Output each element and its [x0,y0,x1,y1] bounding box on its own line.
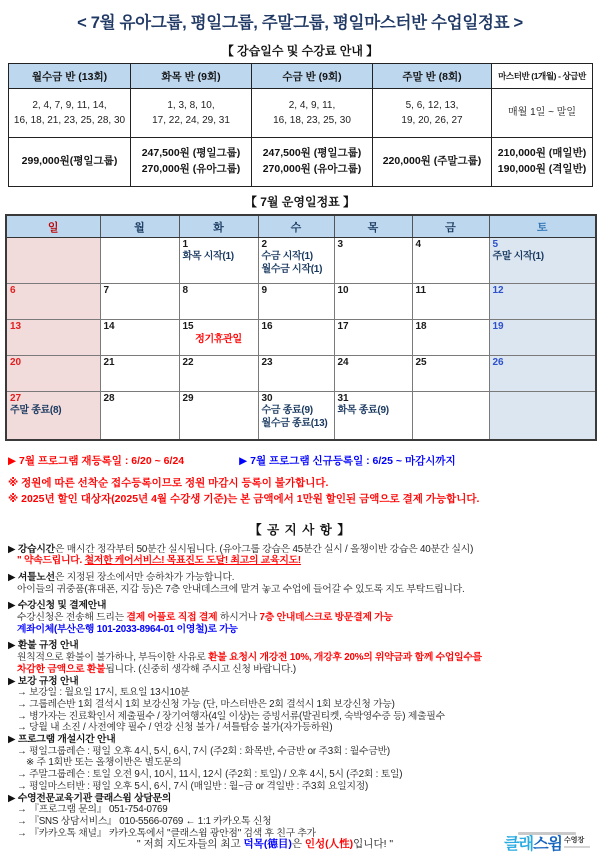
notice-line [0,769,600,781]
fee-dates-line: 2, 4, 7, 9, 11, 14, [32,99,107,111]
notice-line-segment: 철저한 케어서비스! 목표진도 도달! 최고의 교육지도! [84,555,301,567]
calendar-day-cell [412,356,489,392]
fee-dates-line: 5, 6, 12, 13, [405,99,459,111]
weekday-header-2: 화 [179,215,258,238]
notice-line [0,687,600,699]
calendar-body [6,238,596,440]
fee-column-header: 주말 반 (8회) [373,64,492,89]
fee-price-line: 210,000원 (매일반) [497,147,587,160]
notice-line [0,722,600,734]
calendar-day-cell [412,284,489,320]
calendar-day-cell [334,320,412,356]
calendar-day-cell [179,320,258,356]
calendar-day-cell [179,238,258,284]
notice-line-segment: 결제 어플로 직접 결제 [126,612,218,624]
notice-line-segment: → 『카카오톡 채널』 카카오톡에서 "클래스윔 광안점" 검색 후 친구 추가 [17,827,316,839]
calendar-week-row [6,238,596,284]
calendar-day-cell [489,320,596,356]
schedule-document [0,9,600,860]
notice-line [0,600,600,612]
registration-row [8,453,600,468]
day-number: 25 [415,357,427,368]
day-number: 9 [261,285,268,296]
fee-dates-line: 17, 22, 24, 29, 31 [152,115,230,126]
notice-line-segment: → 『프로그램 문의』 051-754-0769 [17,804,168,816]
calendar-day-cell [6,284,100,320]
fee-dates-cell [492,89,593,138]
notice-line [0,652,600,664]
day-number: 15 [182,321,194,332]
notice-line-segment: 됩니다. (신중히 생각해 주시고 신청 바랍니다.) [105,663,296,675]
notice-line [0,555,600,567]
calendar-week-row [6,284,596,320]
fee-price-cell [9,138,131,187]
calendar-day-cell [179,392,258,440]
notice-line-segment: 은 매시간 정각부터 50분간 실시됩니다. (유아그룹 강습은 45분간 실시 / 올챙이반 강습은 40분간 실시) [54,543,474,555]
motto-quote-segment: 덕목(德目) [243,838,292,850]
day-number: 24 [337,357,349,368]
calendar-day-cell [412,392,489,440]
day-number: 17 [337,321,349,332]
notice-line-segment: 차감한 금액으로 환불 [17,663,106,675]
notice-line-segment: ▶ 보강 규정 안내 [8,675,79,687]
new-registration-date: ▶ 7월 프로그램 신규등록일 : 6/25 ~ 마감시까지 [239,454,456,467]
notice-line-segment: → 병가자는 진료확인서 제출필수 / 장기여행자(4일 이상)는 증빙서류(발권티켓, 숙박영수증 등) 제출필수 [17,710,445,722]
notice-line [0,816,600,828]
fee-price-line: 299,000원(평일그룹) [21,155,118,168]
day-number: 7 [103,285,110,296]
notice-line [0,624,600,636]
day-number: 12 [492,285,504,296]
calendar-day-cell [489,284,596,320]
logo-tagline-bar [518,832,576,835]
logo-side-bar [564,846,590,848]
fee-dates-cell [131,89,252,138]
fee-price-line: 247,500원 (평일그룹) [262,147,362,160]
notice-line-segment: 7층 안내데스크로 방문결제 가능 [259,612,393,624]
calendar-day-cell [334,238,412,284]
notice-line [0,734,600,746]
fee-price-line: 190,000원 (격일반) [497,163,587,175]
calendar-day-cell [489,356,596,392]
calendar-day-cell [258,284,334,320]
notice-line-segment: ▶ [8,543,18,555]
notice-section-heading: 【 공 지 사 항 】 [249,522,351,537]
weekday-header-4: 목 [334,215,412,238]
calendar-day-cell [334,356,412,392]
day-number: 31 [337,393,349,404]
calendar-day-cell [334,392,412,440]
calendar-table [5,214,597,441]
fee-section-heading: 【 강습일수 및 수강료 안내 】 [221,44,379,58]
notice-line-segment: " 약속드립니다. [17,555,85,567]
calendar-day-cell [489,238,596,284]
fee-price-cell [373,138,492,187]
notice-line-segment: 은 지정된 장소에서만 승하차가 가능합니다. [54,571,235,583]
notice-line-segment: 아이들의 귀중품(휴대폰, 지갑 등)은 7층 안내데스크에 맡겨 놓고 수업에 들어갈 수 있도록 지도 부탁드립니다. [17,583,465,595]
notice-line [0,664,600,676]
notice-line-segment: → 그룹레슨반 1회 결석시 1회 보강신청 가능 (단, 마스터반은 2회 결석시 1회 보강신청 가능) [17,698,395,710]
fee-column-header: 화목 반 (9회) [131,64,252,89]
fee-table-body [9,64,593,187]
notice-line [0,781,600,793]
day-event: 주말 시작(1) [492,251,544,262]
notice-line-segment: ▶ 수강신청 및 결제안내 [8,600,107,612]
day-number: 5 [492,239,499,250]
day-number: 1 [182,239,189,250]
notice-line [0,640,600,652]
fee-dates-cell [252,89,373,138]
day-number: 8 [182,285,189,296]
weekday-header-5: 금 [412,215,489,238]
notice-line-segment: 계좌이체(부산은행 101-2033-8964-01 이영철)로 가능 [17,623,238,635]
calendar-day-cell [412,238,489,284]
day-event: 정기휴관일 [195,334,242,345]
notice-line-segment: → 평일마스터반 : 평일 오후 5시, 6시, 7시 (매일반 : 월~금 or 격일반 : 주3회 요일지정) [17,780,369,792]
calendar-day-cell [100,320,179,356]
notice-line-segment: → 보강일 : 월요일 17시, 토요일 13시10분 [17,687,190,699]
motto-quote-segment: 인성(人性) [304,838,354,850]
day-number: 27 [10,393,22,404]
footer [0,836,600,851]
day-event: 화목 종료(9) [337,405,389,416]
notice-line-segment: ※ 주 1회반 또는 올챙이반은 별도문의 [26,757,182,769]
notice-line [0,711,600,723]
fee-dates-line: 1, 3, 8, 10, [167,99,215,111]
fee-dates-row [9,89,593,138]
page-title: < 7월 유아그룹, 평일그룹, 주말그룹, 평일마스터반 수업일정표 > [77,14,523,32]
logo-text-primary: 클래 [504,836,534,853]
weekday-header-1: 월 [100,215,179,238]
note-line-capacity: ※ 정원에 따른 선착순 접수등록이므로 정원 마감시 등록이 불가합니다. [8,476,329,489]
notice-line [0,699,600,711]
fee-dates-cell [373,89,492,138]
fee-dates-line: 16, 18, 21, 23, 25, 28, 30 [13,115,126,126]
calendar-weekday-header [6,215,596,238]
day-event: 수금 시작(1) [261,251,313,262]
day-event: 월수금 시작(1) [261,263,323,275]
calendar-section-heading: 【 7월 운영일정표 】 [244,195,356,209]
day-number: 20 [10,357,22,368]
notice-line [0,793,600,805]
notice-line-segment: → 평일그룹레슨 : 평일 오후 4시, 5시, 6시, 7시 (주2회 : 화목반, 수금반 or 주3회 : 월수금반) [17,745,390,757]
notice-line-segment: 셔틀노선 [17,571,55,583]
fee-dates-line: 2, 4, 9, 11, [288,99,336,111]
weekday-header-3: 수 [258,215,334,238]
notice-line [0,804,600,816]
calendar-day-cell [6,356,100,392]
fee-column-header: 월수금 반 (13회) [9,64,131,89]
notice-line-segment: ▶ 환불 규정 안내 [8,640,79,652]
day-number: 2 [261,239,268,250]
day-number: 23 [261,357,273,368]
fee-price-line: 270,000원 (유아그룹) [141,163,241,175]
notice-line-segment: → 『SNS 상담서비스』 010-5566-0769 ← 1:1 카카오톡 신청 [17,815,272,827]
calendar-day-cell [179,356,258,392]
calendar-day-cell [6,392,100,440]
notice-line-segment: 하시거나 [217,612,260,624]
notice-line-segment: 원칙적으로 환불이 불가하나, 부득이한 사유로 [17,652,209,664]
calendar-day-cell [258,356,334,392]
day-event: 월수금 종료(13) [261,417,328,429]
notice-line-segment: ▶ 수영전문교육기관 클래스윔 상담문의 [8,792,172,804]
notice-line-segment: → 당월 내 소진 / 사전예약 필수 / 연강 신청 불가 / 셔틀탑승 불가(자가등하원) [17,722,333,734]
weekday-header-0: 일 [6,215,100,238]
calendar-day-cell [258,320,334,356]
calendar-day-cell [100,238,179,284]
notice-line-segment: 강습시간 [17,543,55,555]
day-number: 10 [337,285,349,296]
notice-list [0,544,600,840]
notice-line-segment: → 주말그룹레슨 : 토일 오전 9시, 10시, 11시, 12시 (주2회 : 토일) / 오후 4시, 5시 (주2회 : 토일) [17,769,403,781]
day-number: 21 [103,357,115,368]
fee-dates-line: 매월 1일 ~ 말일 [507,107,577,119]
notice-line [0,544,600,556]
notice-line [0,612,600,624]
notice-line-segment: 수강신청은 전송해 드리는 [17,612,127,624]
calendar-day-cell [412,320,489,356]
calendar-day-cell [258,238,334,284]
day-number: 16 [261,321,273,332]
day-number: 29 [182,393,194,404]
day-number: 13 [10,321,22,332]
calendar-day-cell [100,284,179,320]
day-number: 26 [492,357,504,368]
day-event: 화목 시작(1) [182,251,234,262]
calendar-day-cell [258,392,334,440]
motto-quote-segment: 은 [291,838,305,850]
fee-dates-cell [9,89,131,138]
note-line-discount: ※ 2025년 할인 대상자(2025년 4월 수강생 기준)는 본 금액에서 1만원 할인된 금액으로 결제 가능합니다. [8,492,480,505]
calendar-day-cell [6,238,100,284]
weekday-row [6,215,596,238]
fee-price-cell [131,138,252,187]
fee-table [8,63,593,187]
day-number: 4 [415,239,422,250]
fee-price-line: 220,000원 (주말그룹) [382,155,482,168]
calendar-day-cell [179,284,258,320]
day-number: 11 [415,285,427,296]
weekday-header-6: 토 [489,215,596,238]
notice-line [0,757,600,769]
day-number: 30 [261,393,273,404]
day-event: 수금 종료(9) [261,405,313,416]
re-registration-date: ▶ 7월 프로그램 재등록일 : 6/20 ~ 6/24 [8,454,185,467]
registration-notes [8,475,600,507]
fee-price-cell [252,138,373,187]
day-number: 6 [10,285,16,296]
day-event: 주말 종료(8) [10,405,62,416]
notice-line [0,746,600,758]
calendar-day-cell [6,320,100,356]
notice-line [0,676,600,688]
notice-line-segment: ▶ 프로그램 개설시간 안내 [8,734,116,746]
fee-header-row [9,64,593,89]
notice-line-segment: ▶ [8,571,18,583]
fee-column-header: 수금 반 (9회) [252,64,373,89]
fee-price-line: 247,500원 (평일그룹) [141,147,241,160]
calendar-week-row [6,392,596,440]
day-number: 22 [182,357,194,368]
classwim-logo [504,832,590,853]
day-number: 3 [337,239,344,250]
fee-price-line: 270,000원 (유아그룹) [262,163,362,175]
calendar-week-row [6,356,596,392]
day-number: 19 [492,321,504,332]
calendar-day-cell [100,392,179,440]
day-number: 28 [103,393,115,404]
notice-line-segment: 환불 요청시 개강전 10%, 개강후 20%의 위약금과 함께 수업일수를 [208,652,482,664]
day-number: 18 [415,321,427,332]
calendar-day-cell [100,356,179,392]
motto-quote-segment: " 저희 지도자들의 최고 [136,838,244,850]
logo-side-block [564,837,590,848]
fee-column-header: 마스터반 (1개월) - 상급반 [492,64,593,89]
logo-side-text: 수영장 [564,837,585,844]
motto-quote-segment: 입니다! " [353,838,394,850]
calendar-week-row [6,320,596,356]
fee-price-row [9,138,593,187]
calendar-day-cell [489,392,596,440]
notice-line [0,572,600,584]
fee-dates-line: 16, 18, 23, 25, 30 [273,115,351,126]
logo-text-secondary: 스윔 [533,836,562,853]
notice-line [0,584,600,596]
fee-price-cell [492,138,593,187]
calendar-day-cell [334,284,412,320]
fee-dates-line: 19, 20, 26, 27 [401,115,463,126]
day-number: 14 [103,321,115,332]
